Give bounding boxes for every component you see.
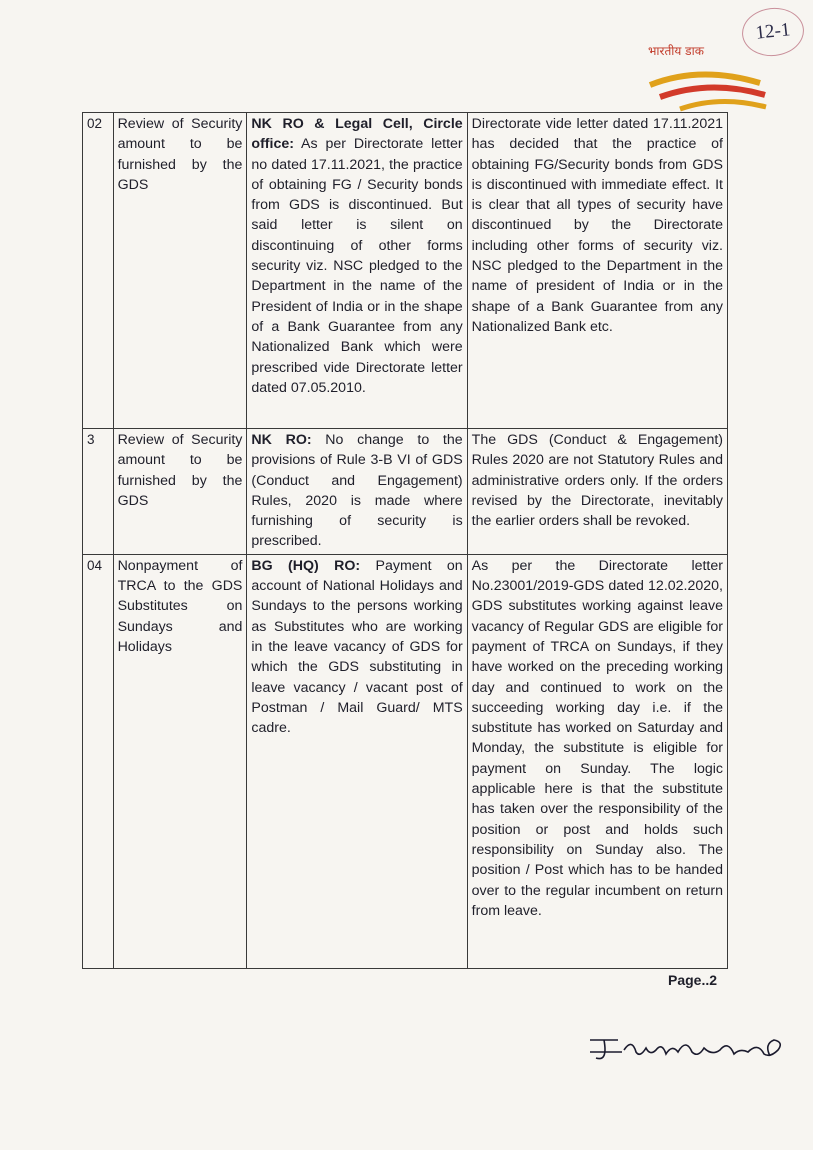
ro-lead: NK RO: — [251, 432, 312, 448]
ro-observation-cell — [247, 113, 467, 429]
ro-text: As per Directorate letter no dated 17.11.2021, the practice of obtaining FG / Security bonds from GDS is discontinued. But said letter is silent on discontinuing of other forms security viz. NSC pledged to the Department in the name of the President of India or in the shape of a Bank Guarantee from any Nationalized Bank which were prescribed vide Directorate letter dated 07.05.2010. — [251, 136, 463, 396]
table-row — [83, 554, 728, 968]
remarks-cell: As per the Directorate letter No.23001/2019-GDS dated 12.02.2020, GDS substitutes working against leave vacancy of Regular GDS are eligible for payment of TRCA on Sundays, if they have worked on the preceding working day and continued to work on the succeeding working day i.e. if the substitute has worked on Saturday and Monday, the substitute is eligible for payment on Sunday. The logic applicable here is that the substitute has taken over the responsibility of the position or post and holds such responsibility on Sunday also. The position / Post which has to be handed over to the regular incumbent on return from leave. — [467, 554, 727, 968]
subject-cell: Review of Security amount to be furnished by the GDS — [113, 429, 247, 555]
page-marker: 12-1 — [740, 5, 807, 59]
remarks-cell: The GDS (Conduct & Engagement) Rules 2020 are not Statutory Rules and administrative orders only. If the orders revised by the Directorate, inevitably the earlier orders shall be revoked. — [467, 429, 727, 555]
serial-number: 04 — [83, 554, 114, 968]
ro-observation-cell — [247, 429, 467, 555]
subject-cell: Nonpayment of TRCA to the GDS Substitutes on Sundays and Holidays — [113, 554, 247, 968]
page-continuation: Page..2 — [668, 972, 718, 988]
remarks-cell: Directorate vide letter dated 17.11.2021 has decided that the practice of obtaining FG/Security bonds from GDS is discontinued with immediate effect. It is clear that all types of security have discontinued by the Directorate including other forms of security viz. NSC pledged to the Department in the name of president of India or in the shape of a Bank Guarantee from any Nationalized Bank etc. — [467, 113, 727, 429]
table-row — [83, 113, 728, 429]
logo-caption: भारतीय डाक — [648, 44, 704, 58]
review-table — [82, 112, 728, 969]
serial-number: 3 — [83, 429, 114, 555]
subject-cell: Review of Security amount to be furnished by the GDS — [113, 113, 247, 429]
signature — [588, 1028, 788, 1068]
serial-number: 02 — [83, 113, 114, 429]
ro-text: No change to the provisions of Rule 3-B VI of GDS (Conduct and Engagement) Rules, 2020 is made where furnishing of security is prescribed. — [251, 432, 463, 550]
ro-lead: BG (HQ) RO: — [251, 557, 361, 574]
table-row — [83, 429, 728, 555]
ro-observation-cell — [247, 554, 467, 968]
ro-lead: NK RO & Legal Cell, Circle office: — [251, 116, 463, 153]
ro-text: Payment on account of National Holidays and Sundays to the persons working as Substitutes who are working in the leave vacancy of GDS for which the GDS substituting in leave vacancy / vacant post of Postman / Mail Guard/ MTS cadre. — [251, 557, 463, 737]
